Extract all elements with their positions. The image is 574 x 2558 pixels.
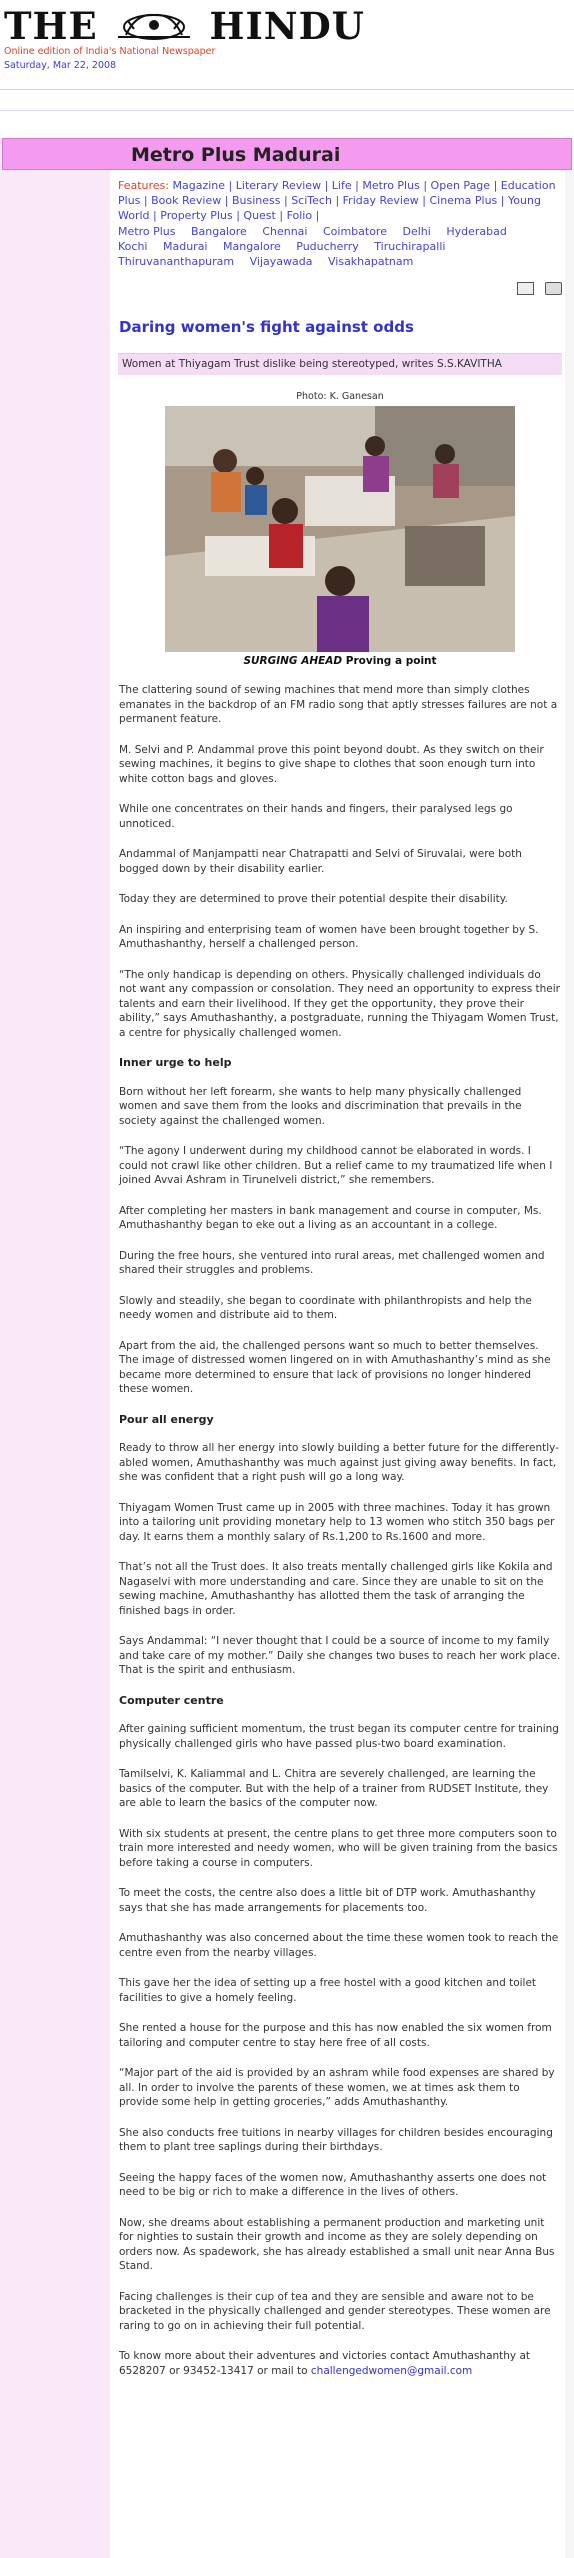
paragraph: She also conducts free tuitions in nearby villages for children besides encouraging them to plant tree saplings during their birthdays. <box>119 2126 553 2153</box>
paragraph: “The agony I underwent during my childhood cannot be elaborated in words. I could not crawl like other children. But a relief came to my traumatized life when I joined Avvai Ashram in Tirunelveli district,” she remembers. <box>119 1145 553 1186</box>
contact-text: To know more about their adventures and victories contact Amuthashanthy at 6528207 or 93452-13417 or mail to <box>119 2350 531 2377</box>
caption-lead: SURGING AHEAD <box>243 655 343 667</box>
city-link-madurai[interactable]: Madurai <box>162 240 208 253</box>
paragraph: Thiyagam Women Trust came up in 2005 with three machines. Today it has grown into a tailoring unit providing monetary help to 13 women who stitch 350 bags per day. It earns them a monthly salary of Rs.1,200 to Rs.1600 and more. <box>119 1501 555 1543</box>
city-link-kochi[interactable]: Kochi <box>118 240 148 253</box>
newspaper-logo[interactable] <box>4 4 365 48</box>
features-link-property-plus[interactable]: Property Plus <box>160 209 233 222</box>
city-link-coimbatore[interactable]: Coimbatore <box>322 225 387 238</box>
features-link-young-world[interactable]: Young World <box>118 194 541 222</box>
paragraph: That’s not all the Trust does. It also treats mentally challenged girls like Kokila and Nagaselvi with more understanding and care. Since they are unable to sit on the sewing machine, Amuthashanthy has allotted them the task of arranging the finished bags in order. <box>119 1561 553 1617</box>
features-link-folio[interactable]: Folio <box>286 209 313 222</box>
paragraph: During the free hours, she ventured into rural areas, met challenged women and shared their struggles and problems. <box>119 1249 545 1276</box>
features-link-magazine[interactable]: Magazine <box>172 179 226 192</box>
paragraph: The clattering sound of sewing machines that mend more than simply clothes emanates in the backdrop of an FM radio song that aptly stresses failures are not a permanent feature. <box>119 684 558 725</box>
city-link-chennai[interactable]: Chennai <box>262 225 308 238</box>
paragraph: Seeing the happy faces of the women now, Amuthashanthy asserts one does not need to be big or rich to make a difference in the lives of others. <box>119 2171 547 2198</box>
section-title: Metro Plus Madurai <box>131 144 341 166</box>
features-link-scitech[interactable]: SciTech <box>291 194 332 207</box>
logo-word-the: THE <box>4 4 98 48</box>
paragraph: With six students at present, the centre plans to get three more computers soon to train more interested and needy women, who will be given training from the basics before taking a course in computers. <box>119 1827 558 1869</box>
paragraph: Apart from the aid, the challenged persons want so much to better themselves. The image of distressed women lingered on in with Amuthashanthy’s mind as she became more determined to ensure that lack of provisions no longer hindered these women. <box>119 1339 551 1395</box>
paragraph: Facing challenges is their cup of tea and they are sensible and aware not to be bracketed in the physically challenged and gender stereotypes. These women are raring to go on in achieving their full potential. <box>119 2290 551 2332</box>
article-intro: Women at Thiyagam Trust dislike being stereotyped, writes S.S.KAVITHA <box>118 353 562 375</box>
paragraph: She rented a house for the purpose and this has now enabled the six women from tailoring and computer centre to stay here free of all costs. <box>119 2022 552 2049</box>
city-link-delhi[interactable]: Delhi <box>402 225 431 238</box>
section-bar <box>2 138 572 170</box>
city-link-hyderabad[interactable]: Hyderabad <box>446 225 507 238</box>
subheading: Computer centre <box>119 1693 224 1707</box>
contact-paragraph <box>119 2349 561 2378</box>
features-link-cinema-plus[interactable]: Cinema Plus <box>429 194 498 207</box>
features-link-open-page[interactable]: Open Page <box>430 179 491 192</box>
features-link-life[interactable]: Life <box>331 179 352 192</box>
print-icon[interactable] <box>545 282 562 295</box>
masthead <box>0 0 574 110</box>
city-link-thiruvananthapuram[interactable]: Thiruvananthapuram <box>118 255 235 268</box>
paragraph: Says Andammal: “I never thought that I could be a source of income to my family and take care of my mother.” Daily she changes two buses to reach her work place. That is the spirit and enthusiasm. <box>119 1635 561 1676</box>
edition-date: Saturday, Mar 22, 2008 <box>4 60 117 71</box>
left-sidebar <box>0 138 110 2558</box>
features-link-business[interactable]: Business <box>231 194 281 207</box>
features-link-quest[interactable]: Quest <box>243 209 276 222</box>
paragraph: After completing her masters in bank management and course in computer, Ms. Amuthashanthy began to eke out a living as an accountant in a college. <box>119 1204 542 1231</box>
divider <box>0 110 574 111</box>
features-link-metro-plus[interactable]: Metro Plus <box>362 179 420 192</box>
city-link-tiruchirapalli[interactable]: Tiruchirapalli <box>374 240 446 253</box>
paragraph: An inspiring and enterprising team of women have been brought together by S. Amuthashanthy, herself a challenged person. <box>119 923 539 950</box>
city-link-mangalore[interactable]: Mangalore <box>223 240 281 253</box>
contact-email-link[interactable]: challengedwomen@gmail.com <box>310 2364 473 2377</box>
article-tools <box>511 280 562 299</box>
paragraph: Ready to throw all her energy into slowly building a better future for the differently-abled women, Amuthashanthy was much against just giving away benefits. In fact, she was confident that a right push will go a long way. <box>119 1442 559 1483</box>
main-content <box>118 178 562 2377</box>
paragraph: Andammal of Manjampatti near Chatrapatti and Selvi of Siruvalai, were both bogged down by their disability earlier. <box>119 848 522 875</box>
city-link-puducherry[interactable]: Puducherry <box>296 240 359 253</box>
paragraph: After gaining sufficient momentum, the trust began its computer centre for training physically challenged girls who have passed plus-two board examination. <box>119 1723 559 1750</box>
paragraph: Slowly and steadily, she began to coordinate with philanthropists and help the needy women and distribute aid to them. <box>119 1294 532 1321</box>
features-nav: Features: Magazine | Literary Review | Life | Metro Plus | Open Page | Education Plus | Book Review | Business | SciTech | Friday Review | Cinema Plus | Young World | Property Plus | Quest | Folio | <box>118 179 556 222</box>
features-link-friday-review[interactable]: Friday Review <box>342 194 419 207</box>
city-nav <box>118 224 562 269</box>
photo-credit: Photo: K. Ganesan <box>296 391 384 402</box>
photo-caption <box>118 655 562 667</box>
paragraph: Now, she dreams about establishing a permanent production and marketing unit for nighties to sustain their growth and income as they are solely depending on orders now. As spadework, she has already established a small unit near Anna Bus Stand. <box>119 2216 555 2272</box>
paragraph: To meet the costs, the centre also does a little bit of DTP work. Amuthashanthy says that she has made arrangements for placements too. <box>119 1887 536 1914</box>
tagline: Online edition of India's National Newspaper <box>4 46 216 57</box>
emblem-icon <box>116 7 192 43</box>
paragraph: M. Selvi and P. Andammal prove this point beyond doubt. As they switch on their sewing machines, it begins to give shape to clothes that soon enough turn into white cotton bags and gloves. <box>119 743 544 785</box>
paragraph: Amuthashanthy was also concerned about the time these women took to reach the centre even from the nearby villages. <box>119 1932 559 1959</box>
city-link-bangalore[interactable]: Bangalore <box>190 225 247 238</box>
city-link-visakhapatnam[interactable]: Visakhapatnam <box>328 255 414 268</box>
email-icon[interactable] <box>517 282 534 295</box>
city-link-vijayawada[interactable]: Vijayawada <box>249 255 313 268</box>
city-link-metro-plus[interactable]: Metro Plus <box>118 225 176 238</box>
features-label: Features: <box>118 179 170 192</box>
features-link-literary-review[interactable]: Literary Review <box>235 179 322 192</box>
right-margin <box>565 170 574 2558</box>
subheading: Inner urge to help <box>119 1056 232 1069</box>
logo-word-hindu: HINDU <box>209 4 365 48</box>
paragraph: This gave her the idea of setting up a free hostel with a good kitchen and toilet facilities to give a homely feeling. <box>119 1977 537 2004</box>
paragraph: Born without her left forearm, she wants to help many physically challenged women and save them from the looks and discrimination that prevails in the society against the challenged women. <box>119 1085 522 1127</box>
divider <box>0 89 574 90</box>
paragraph: “Major part of the aid is provided by an ashram while food expenses are shared by all. In order to involve the parents of these women, we at times ask them to provide some help in getting groceries,” adds Amuthashanthy. <box>119 2067 555 2108</box>
article-headline: Daring women's fight against odds <box>119 318 414 336</box>
article-photo <box>165 406 515 652</box>
paragraph: While one concentrates on their hands and fingers, their paralysed legs go unnoticed. <box>119 803 513 830</box>
caption-text: Proving a point <box>342 655 437 667</box>
paragraph: Tamilselvi, K. Kaliammal and L. Chitra are severely challenged, are learning the basics of the computer. But with the help of a trainer from RUDSET Institute, they are able to learn the basics of the computer now. <box>119 1768 549 1809</box>
features-link-book-review[interactable]: Book Review <box>151 194 222 207</box>
features-link-education-plus[interactable]: Education Plus <box>118 179 556 207</box>
subheading: Pour all energy <box>119 1412 214 1426</box>
article-body <box>119 683 561 2394</box>
paragraph: “The only handicap is depending on others. Physically challenged individuals do not want any compassion or consolation. They need an opportunity to express their talents and earn their livelihood. If they get the opportunity, they prove their ability,” says Amuthashanthy, a postgraduate, running the Thiyagam Women Trust, a centre for physically challenged women. <box>119 968 560 1039</box>
paragraph: Today they are determined to prove their potential despite their disability. <box>119 893 508 905</box>
